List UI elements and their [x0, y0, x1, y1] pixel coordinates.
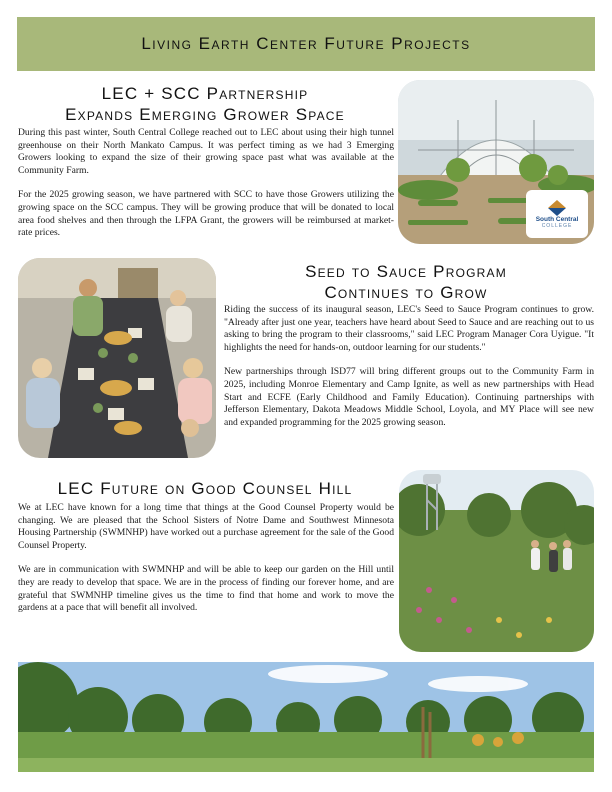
section1-body — [18, 127, 394, 252]
section1-paragraph-2: For the 2025 growing season, we have partnered with SCC to have those Growers utilizing the growing space on the SCC campus. They will be growing produce that will be donated to local area food shelves and then through the LFPA Grant, the growers will be reimbursed at market-rate prices. — [18, 189, 394, 239]
community-farm-panorama — [18, 662, 594, 772]
greenhouse-photo — [398, 80, 594, 244]
section1-title — [18, 83, 392, 125]
good-counsel-garden-photo — [399, 470, 594, 652]
section3-title — [18, 478, 392, 499]
logo-name-line2: COLLEGE — [541, 222, 573, 229]
section1-title-line2: Expands Emerging Grower Space — [65, 105, 345, 124]
section3-body — [18, 502, 394, 627]
page-title: Living Earth Center Future Projects — [141, 34, 471, 53]
section2-title-line1: Seed to Sauce Program — [305, 262, 507, 281]
section2-body — [224, 304, 594, 441]
section1-title-line1: LEC + SCC Partnership — [101, 84, 309, 103]
section2-paragraph-2: New partnerships through ISD77 will bring different groups out to the Community Farm in 2025, including Monroe Elementary and Camp Ignite, as well as new partnerships with Head Start and ECFE (Early Childhood and Family Education). Continuing partnerships with Jefferson Elementary, Dakota Meadows Middle School, Loyola, and MY Place will see new and expanded programming for the 2025 growing season. — [224, 366, 594, 428]
logo-name-line1: South Central — [535, 215, 579, 223]
section2-title-line2: Continues to Grow — [324, 283, 488, 302]
header-banner — [17, 17, 595, 71]
south-central-college-logo — [526, 190, 588, 238]
section2-paragraph-1: Riding the success of its inaugural season, LEC's Seed to Sauce Program continues to grow. "Already after just one year, teachers have heard about Seed to Sauce and are reaching out to us asking to bring the program to their classrooms," said LEC Program Manager Cora Uyigue. "It highlights the need for hands-on, outdoor learning for our students." — [224, 304, 594, 353]
section3-title-text: LEC Future on Good Counsel Hill — [57, 479, 353, 498]
section2-title — [236, 261, 576, 303]
seed-to-sauce-photo — [18, 258, 216, 458]
section3-paragraph-1: We at LEC have known for a long time that things at the Good Counsel Property would be changing. We are pleased that the School Sisters of Notre Dame and Southwest Minnesota Housing Partnership (SWMNHP) have worked out a purchase agreement for the sale of the Good Counsel Property. — [18, 502, 394, 551]
scc-logo-icon — [548, 200, 566, 216]
section3-paragraph-2: We are in communication with SWMNHP and will be able to keep our garden on the Hill until they are ready to develop that space. We are in the process of finding our forever home, and are grateful that SWMNHP timeline gives us the time to find that home and work to move the gardens at a pace that will benefit all involved. — [18, 564, 394, 614]
section1-paragraph-1: During this past winter, South Central College reached out to LEC about using their high tunnel greenhouse on their North Mankato Campus. It was perfect timing as we had 3 Emerging Growers looking to expand the size of their growing space past what was available at the Community Farm. — [18, 127, 394, 176]
